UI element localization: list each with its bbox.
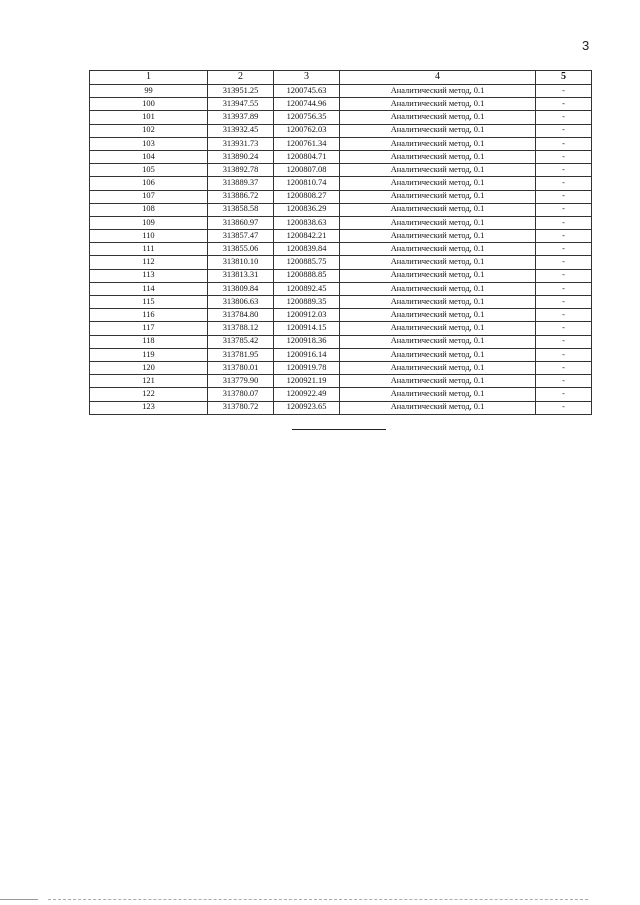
note-cell: -: [536, 322, 592, 335]
table-row: [90, 322, 592, 335]
header-cell-1: 1: [90, 71, 208, 85]
note-cell: -: [536, 296, 592, 309]
point-number-cell: 122: [90, 388, 208, 401]
method-cell: Аналитический метод, 0.1: [340, 269, 536, 282]
point-number-cell: 116: [90, 309, 208, 322]
method-cell: Аналитический метод, 0.1: [340, 216, 536, 229]
x-coordinate-cell: 313947.55: [208, 98, 274, 111]
y-coordinate-cell: 1200918.36: [274, 335, 340, 348]
table-row: [90, 282, 592, 295]
x-coordinate-cell: 313889.37: [208, 177, 274, 190]
table-row: [90, 177, 592, 190]
y-coordinate-cell: 1200808.27: [274, 190, 340, 203]
y-coordinate-cell: 1200892.45: [274, 282, 340, 295]
note-cell: -: [536, 401, 592, 414]
footer-line-left: [0, 899, 38, 900]
header-row: [90, 71, 592, 85]
table-body: [90, 85, 592, 415]
x-coordinate-cell: 313890.24: [208, 150, 274, 163]
table-row: [90, 216, 592, 229]
table-row: [90, 256, 592, 269]
note-cell: -: [536, 243, 592, 256]
point-number-cell: 100: [90, 98, 208, 111]
method-cell: Аналитический метод, 0.1: [340, 111, 536, 124]
point-number-cell: 119: [90, 348, 208, 361]
x-coordinate-cell: 313780.72: [208, 401, 274, 414]
point-number-cell: 114: [90, 282, 208, 295]
y-coordinate-cell: 1200919.78: [274, 361, 340, 374]
y-coordinate-cell: 1200888.85: [274, 269, 340, 282]
note-cell: -: [536, 203, 592, 216]
table-row: [90, 98, 592, 111]
y-coordinate-cell: 1200756.35: [274, 111, 340, 124]
method-cell: Аналитический метод, 0.1: [340, 361, 536, 374]
table-row: [90, 309, 592, 322]
x-coordinate-cell: 313781.95: [208, 348, 274, 361]
point-number-cell: 117: [90, 322, 208, 335]
x-coordinate-cell: 313892.78: [208, 164, 274, 177]
y-coordinate-cell: 1200839.84: [274, 243, 340, 256]
table-row: [90, 296, 592, 309]
table-row: [90, 388, 592, 401]
y-coordinate-cell: 1200810.74: [274, 177, 340, 190]
x-coordinate-cell: 313886.72: [208, 190, 274, 203]
y-coordinate-cell: 1200807.08: [274, 164, 340, 177]
table-row: [90, 190, 592, 203]
x-coordinate-cell: 313780.01: [208, 361, 274, 374]
table-row: [90, 230, 592, 243]
table-row: [90, 348, 592, 361]
table-row: [90, 375, 592, 388]
header-cell-3: 3: [274, 71, 340, 85]
x-coordinate-cell: 313931.73: [208, 137, 274, 150]
method-cell: Аналитический метод, 0.1: [340, 230, 536, 243]
point-number-cell: 113: [90, 269, 208, 282]
table-row: [90, 269, 592, 282]
method-cell: Аналитический метод, 0.1: [340, 164, 536, 177]
note-cell: -: [536, 230, 592, 243]
note-cell: -: [536, 216, 592, 229]
note-cell: -: [536, 375, 592, 388]
point-number-cell: 118: [90, 335, 208, 348]
point-number-cell: 110: [90, 230, 208, 243]
method-cell: Аналитический метод, 0.1: [340, 348, 536, 361]
note-cell: -: [536, 177, 592, 190]
header-cell-2: 2: [208, 71, 274, 85]
method-cell: Аналитический метод, 0.1: [340, 335, 536, 348]
point-number-cell: 104: [90, 150, 208, 163]
point-number-cell: 106: [90, 177, 208, 190]
table-row: [90, 164, 592, 177]
note-cell: -: [536, 309, 592, 322]
note-cell: -: [536, 335, 592, 348]
table-row: [90, 137, 592, 150]
x-coordinate-cell: 313860.97: [208, 216, 274, 229]
method-cell: Аналитический метод, 0.1: [340, 203, 536, 216]
point-number-cell: 111: [90, 243, 208, 256]
method-cell: Аналитический метод, 0.1: [340, 177, 536, 190]
table-row: [90, 203, 592, 216]
coordinates-table-container: [89, 70, 591, 415]
note-cell: -: [536, 361, 592, 374]
y-coordinate-cell: 1200836.29: [274, 203, 340, 216]
y-coordinate-cell: 1200889.35: [274, 296, 340, 309]
x-coordinate-cell: 313937.89: [208, 111, 274, 124]
x-coordinate-cell: 313779.90: [208, 375, 274, 388]
x-coordinate-cell: 313809.84: [208, 282, 274, 295]
note-cell: -: [536, 98, 592, 111]
x-coordinate-cell: 313857.47: [208, 230, 274, 243]
method-cell: Аналитический метод, 0.1: [340, 243, 536, 256]
table-row: [90, 361, 592, 374]
table-row: [90, 111, 592, 124]
y-coordinate-cell: 1200804.71: [274, 150, 340, 163]
y-coordinate-cell: 1200916.14: [274, 348, 340, 361]
table-row: [90, 124, 592, 137]
y-coordinate-cell: 1200838.63: [274, 216, 340, 229]
point-number-cell: 107: [90, 190, 208, 203]
method-cell: Аналитический метод, 0.1: [340, 124, 536, 137]
y-coordinate-cell: 1200842.21: [274, 230, 340, 243]
point-number-cell: 120: [90, 361, 208, 374]
note-cell: -: [536, 282, 592, 295]
x-coordinate-cell: 313855.06: [208, 243, 274, 256]
header-cell-5: 5: [536, 71, 592, 85]
point-number-cell: 109: [90, 216, 208, 229]
y-coordinate-cell: 1200922.49: [274, 388, 340, 401]
method-cell: Аналитический метод, 0.1: [340, 137, 536, 150]
page-number: 3: [582, 38, 590, 53]
note-cell: -: [536, 111, 592, 124]
y-coordinate-cell: 1200885.75: [274, 256, 340, 269]
y-coordinate-cell: 1200761.34: [274, 137, 340, 150]
y-coordinate-cell: 1200912.03: [274, 309, 340, 322]
point-number-cell: 101: [90, 111, 208, 124]
note-cell: -: [536, 256, 592, 269]
x-coordinate-cell: 313810.10: [208, 256, 274, 269]
point-number-cell: 102: [90, 124, 208, 137]
note-cell: -: [536, 124, 592, 137]
note-cell: -: [536, 137, 592, 150]
footer-line-right: [48, 899, 588, 900]
method-cell: Аналитический метод, 0.1: [340, 296, 536, 309]
coordinates-table: [89, 70, 592, 415]
x-coordinate-cell: 313806.63: [208, 296, 274, 309]
point-number-cell: 108: [90, 203, 208, 216]
note-cell: -: [536, 269, 592, 282]
note-cell: -: [536, 388, 592, 401]
note-cell: -: [536, 164, 592, 177]
point-number-cell: 115: [90, 296, 208, 309]
note-cell: -: [536, 150, 592, 163]
x-coordinate-cell: 313951.25: [208, 85, 274, 98]
method-cell: Аналитический метод, 0.1: [340, 388, 536, 401]
x-coordinate-cell: 313785.42: [208, 335, 274, 348]
method-cell: Аналитический метод, 0.1: [340, 375, 536, 388]
point-number-cell: 112: [90, 256, 208, 269]
method-cell: Аналитический метод, 0.1: [340, 309, 536, 322]
note-cell: -: [536, 190, 592, 203]
table-row: [90, 335, 592, 348]
point-number-cell: 103: [90, 137, 208, 150]
y-coordinate-cell: 1200914.15: [274, 322, 340, 335]
method-cell: Аналитический метод, 0.1: [340, 98, 536, 111]
point-number-cell: 121: [90, 375, 208, 388]
x-coordinate-cell: 313784.80: [208, 309, 274, 322]
x-coordinate-cell: 313858.58: [208, 203, 274, 216]
point-number-cell: 105: [90, 164, 208, 177]
x-coordinate-cell: 313788.12: [208, 322, 274, 335]
y-coordinate-cell: 1200921.19: [274, 375, 340, 388]
table-row: [90, 85, 592, 98]
table-row: [90, 401, 592, 414]
method-cell: Аналитический метод, 0.1: [340, 85, 536, 98]
method-cell: Аналитический метод, 0.1: [340, 322, 536, 335]
method-cell: Аналитический метод, 0.1: [340, 256, 536, 269]
table-row: [90, 150, 592, 163]
y-coordinate-cell: 1200762.03: [274, 124, 340, 137]
table-row: [90, 243, 592, 256]
x-coordinate-cell: 313932.45: [208, 124, 274, 137]
y-coordinate-cell: 1200745.63: [274, 85, 340, 98]
end-of-table-line: [292, 429, 386, 430]
header-cell-4: 4: [340, 71, 536, 85]
note-cell: -: [536, 348, 592, 361]
point-number-cell: 99: [90, 85, 208, 98]
method-cell: Аналитический метод, 0.1: [340, 150, 536, 163]
table-header: [90, 71, 592, 85]
y-coordinate-cell: 1200744.96: [274, 98, 340, 111]
method-cell: Аналитический метод, 0.1: [340, 282, 536, 295]
x-coordinate-cell: 313780.07: [208, 388, 274, 401]
x-coordinate-cell: 313813.31: [208, 269, 274, 282]
point-number-cell: 123: [90, 401, 208, 414]
method-cell: Аналитический метод, 0.1: [340, 190, 536, 203]
note-cell: -: [536, 85, 592, 98]
method-cell: Аналитический метод, 0.1: [340, 401, 536, 414]
y-coordinate-cell: 1200923.65: [274, 401, 340, 414]
